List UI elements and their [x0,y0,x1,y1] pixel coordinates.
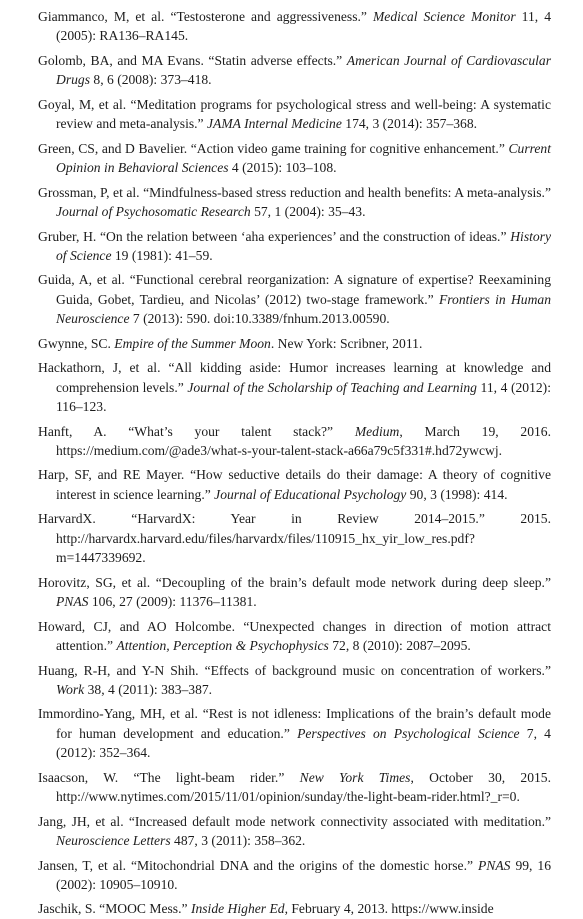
reference-entry: Jaschik, S. “MOOC Mess.” Inside Higher Ed, February 4, 2013. https://www.inside [38,901,494,917]
reference-entry: Green, CS, and D Bavelier. “Action video game training for cognitive enhancement.” Current Opinion in Behavioral Sciences 4 (2015): 103–108. [38,140,551,176]
reference-entry: Gruber, H. “On the relation between ‘aha experiences’ and the construction of ideas.” History of Science 19 (1981): 41–59. [38,228,551,263]
reference-entry: Huang, R-H, and Y-N Shih. “Effects of background music on concentration of workers.” Work 38, 4 (2011): 383–387. [38,662,551,697]
reference-entry: Grossman, P, et al. “Mindfulness-based stress reduction and health benefits: A meta-analysis.” Journal of Psychosomatic Research 57, 1 (2004): 35–43. [38,184,551,220]
reference-entry: Horovitz, SG, et al. “Decoupling of the brain’s default mode network during deep sleep.” PNAS 106, 27 (2009): 11376–11381. [38,574,551,610]
reference-entry: Isaacson, W. “The light-beam rider.” New York Times, October 30, 2015. http://www.nytimes.com/2015/11/01/opinion/sunday/the-light-beam-rider.html?_r=0. [38,769,551,805]
reference-entry: Jansen, T, et al. “Mitochondrial DNA and the origins of the domestic horse.” PNAS 99, 16 (2002): 10905–10910. [38,857,551,892]
reference-entry: Giammanco, M, et al. “Testosterone and aggressiveness.” Medical Science Monitor 11, 4 (2005): RA136–RA145. [38,9,551,44]
reference-entry: Gwynne, SC. Empire of the Summer Moon. New York: Scribner, 2011. [38,335,423,351]
reference-entry: Hackathorn, J, et al. “All kidding aside: Humor increases learning at knowledge and comprehension levels.” Journal of the Scholarship of Teaching and Learning 11, 4 (2012): 116–123. [38,360,551,415]
reference-entry: Golomb, BA, and MA Evans. “Statin adverse effects.” American Journal of Cardiovascular Drugs 8, 6 (2008): 373–418. [38,52,551,88]
reference-entry: Hanft, A. “What’s your talent stack?” Medium, March 19, 2016. https://medium.com/@ade3/what-s-your-talent-stack-a66a79c5f331#.hd72ywcwj. [38,423,551,458]
reference-entry: Immordino-Yang, MH, et al. “Rest is not idleness: Implications of the brain’s default mode for human development and education.” Perspectives on Psychological Science 7, 4 (2012): 352–364. [38,706,551,761]
reference-list [38,7,551,919]
reference-entry: Howard, CJ, and AO Holcombe. “Unexpected changes in direction of motion attract attention.” Attention, Perception & Psychophysics 72, 8 (2010): 2087–2095. [38,618,551,653]
reference-entry: Harp, SF, and RE Mayer. “How seductive details do their damage: A theory of cognitive interest in science learning.” Journal of Educational Psychology 90, 3 (1998): 414. [38,467,551,502]
reference-entry: HarvardX. “HarvardX: Year in Review 2014–2015.” 2015. http://harvardx.harvard.edu/files/harvardx/files/110915_hx_yir_low_res.pdf?m=1447339692. [38,511,551,566]
reference-entry: Jang, JH, et al. “Increased default mode network connectivity associated with meditation.” Neuroscience Letters 487, 3 (2011): 358–362. [38,813,551,849]
reference-entry: Guida, A, et al. “Functional cerebral reorganization: A signature of expertise? Reexamining Guida, Gobet, Tardieu, and Nicolas’ (2012) two-stage framework.” Frontiers in Human Neuroscience 7 (2013): 590. doi:10.3389/fnhum.2013.00590. [38,272,551,327]
reference-entry: Goyal, M, et al. “Meditation programs for psychological stress and well-being: A systematic review and meta-analysis.” JAMA Internal Medicine 174, 3 (2014): 357–368. [38,96,551,132]
